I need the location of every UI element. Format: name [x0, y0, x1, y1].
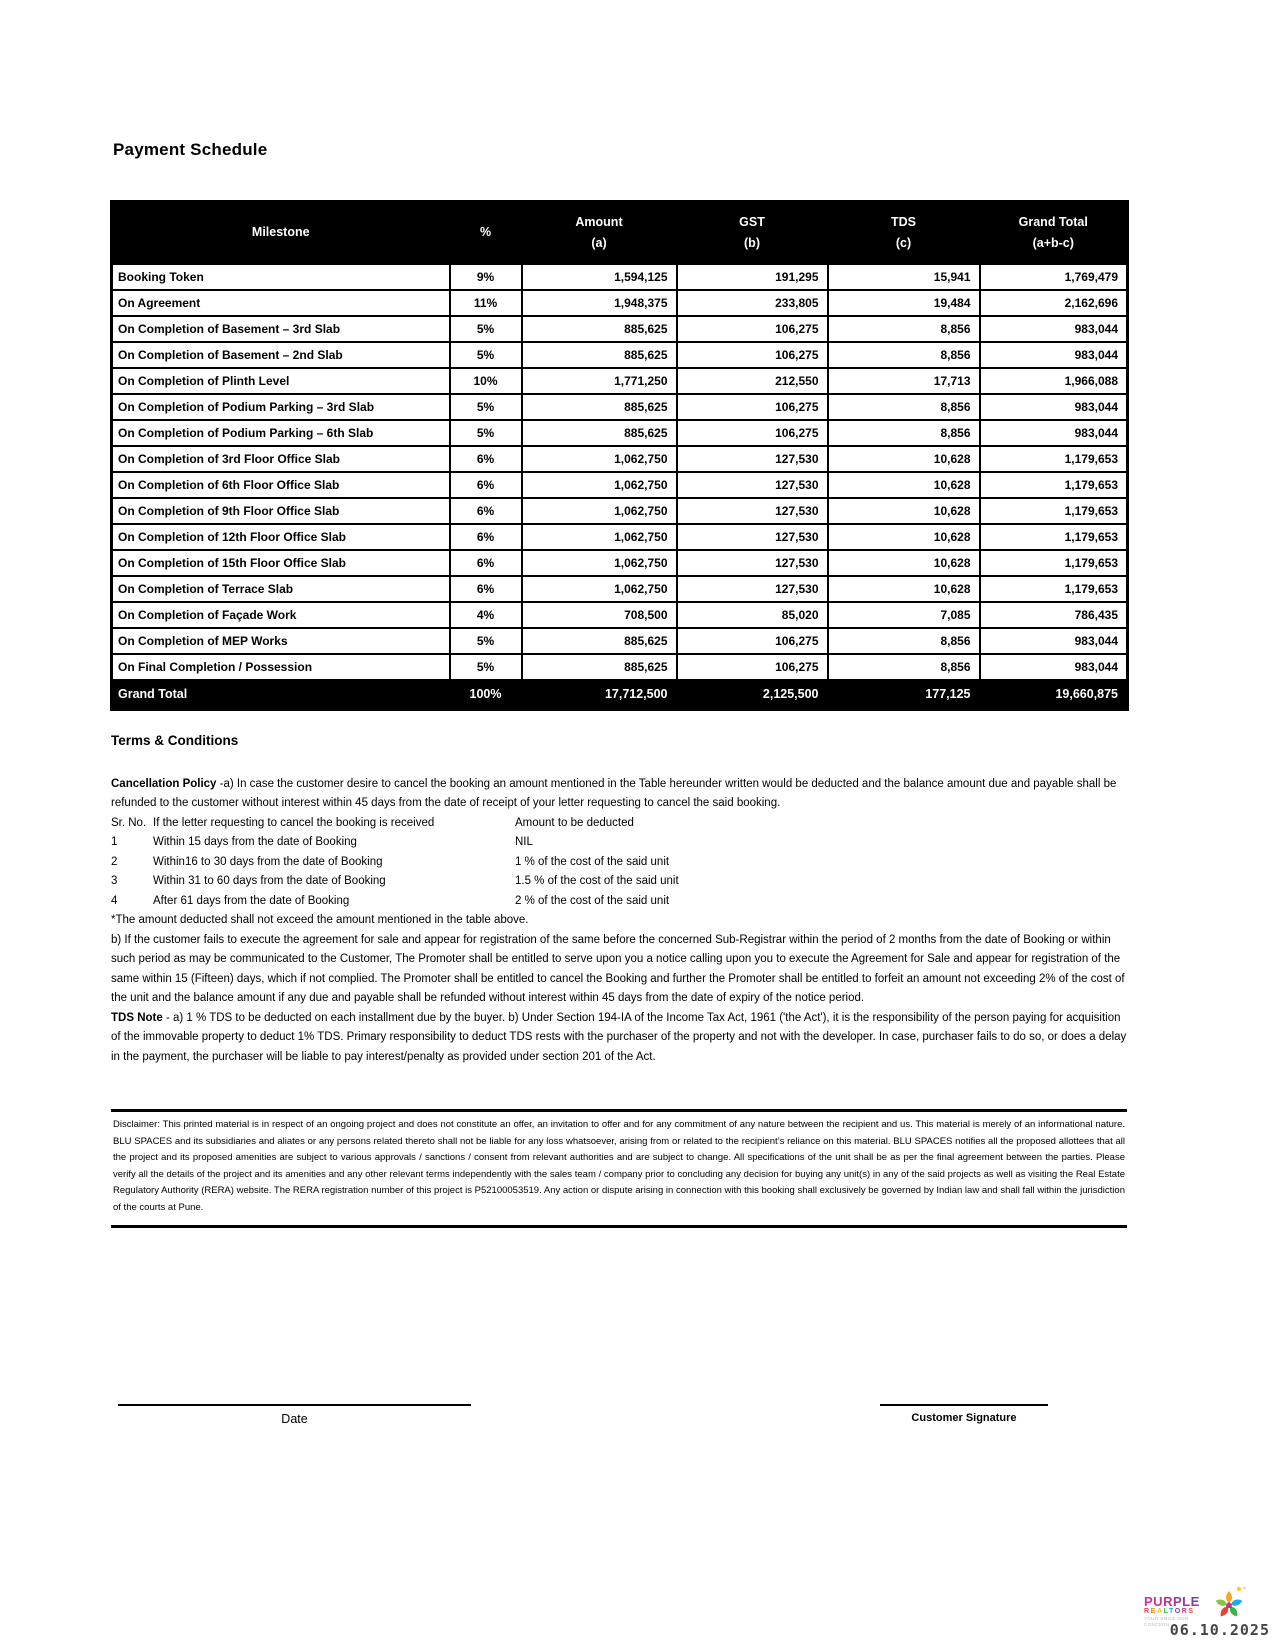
milestone-cell: On Completion of Basement – 3rd Slab — [112, 316, 450, 342]
footer-milestone-cell: Grand Total — [112, 680, 450, 710]
payment-schedule-table — [110, 200, 1129, 711]
grand-total-cell: 1,769,479 — [980, 264, 1128, 290]
cancel-condition: Within 15 days from the date of Booking — [153, 836, 357, 848]
footer-grand-total-cell: 19,660,875 — [980, 680, 1128, 710]
date-signature-area — [118, 1404, 471, 1426]
percent-cell: 5% — [450, 420, 522, 446]
footer-tds-cell: 177,125 — [828, 680, 980, 710]
amount-cell: 1,062,750 — [522, 472, 677, 498]
grand-total-row — [112, 680, 1128, 710]
disclaimer-text: This printed material is in respect of an ongoing project and does not constitute an offer, an invitation to offer and for any commitment of any nature between the recipient and us. This material is merely of an informational nature. BLU SPACES and its subsidiaries and aliates or any persons related thereto shall not be liable for any loss whatsoever, arising from or related to the recipient’s reliance on this material. BLU SPACES notifies all the proposed allottees that all the project and its proposed amenities are subject to various approvals / sanctions / consent from relevant authorities and are subject to change. All specifications of the unit shall be as per the final agreement between the parties. Please verify all the details of the project and its amenities and any other relevant terms independently with the sales team / company prior to concluding any decision for buying any unit(s) in any of the said projects as well as visiting the Real Estate Regulatory Authority (RERA) website. The RERA registration number of this project is P52100053519. Any action or dispute arising in connection with this booking shall exclusively be governed by Indian law and shall fall within the jurisdiction of the courts at Pune. — [113, 1119, 1125, 1213]
amount-cell: 1,062,750 — [522, 498, 677, 524]
cancel-sr-no: 1 — [111, 836, 118, 848]
tds-cell: 8,856 — [828, 628, 980, 654]
milestone-cell: On Completion of Podium Parking – 6th Slab — [112, 420, 450, 446]
cancellation-footnote: *The amount deducted shall not exceed the amount mentioned in the table above. — [111, 914, 529, 926]
logo-letter: R — [1144, 1608, 1151, 1615]
table-row — [112, 420, 1128, 446]
table-row — [112, 524, 1128, 550]
header-tds-label: TDS — [891, 214, 916, 229]
grand-total-cell: 983,044 — [980, 342, 1128, 368]
grand-total-cell: 983,044 — [980, 316, 1128, 342]
tds-note-text: - a) 1 % TDS to be deducted on each installment due by the buyer. b) Under Section 194-IA of the Income Tax Act, 1961 ('the Act'), it is the responsibility of the person paying for acquisition of the immovable property to deduct 1% TDS. Primary responsibility to deduct TDS rests with the purchaser of the property and not with the developer. In case, purchaser fails to do so, or does a delay in the payment, the purchaser will be liable to pay interest/penalty as provided under section 201 of the Act. — [111, 1011, 1127, 1063]
amount-cell: 1,948,375 — [522, 290, 677, 316]
table-row — [112, 394, 1128, 420]
cancel-deduction: Amount to be deducted — [515, 816, 634, 829]
amount-cell: 885,625 — [522, 394, 677, 420]
table-row — [112, 290, 1128, 316]
tds-cell: 10,628 — [828, 524, 980, 550]
terms-section — [111, 731, 1127, 1228]
gst-cell: 106,275 — [677, 394, 828, 420]
percent-cell: 11% — [450, 290, 522, 316]
customer-signature-label: Customer Signature — [911, 1412, 1017, 1424]
logo-letter: A — [1156, 1608, 1164, 1615]
table-row — [112, 550, 1128, 576]
tds-note-label: TDS Note — [111, 1011, 163, 1024]
amount-cell: 885,625 — [522, 316, 677, 342]
percent-cell: 4% — [450, 602, 522, 628]
logo-letter: L — [1163, 1608, 1169, 1615]
header-tds-sub: (c) — [895, 235, 912, 250]
header-amount-label: Amount — [575, 214, 623, 229]
cancel-condition: Within 31 to 60 days from the date of Booking — [153, 875, 386, 887]
tds-cell: 10,628 — [828, 576, 980, 602]
header-percent — [450, 202, 522, 264]
logo-line2 — [1144, 1608, 1195, 1616]
grand-total-cell: 983,044 — [980, 394, 1128, 420]
milestone-cell: On Final Completion / Possession — [112, 654, 450, 680]
cancel-sr-no: 4 — [111, 894, 118, 907]
header-milestone — [112, 202, 450, 264]
amount-cell: 1,062,750 — [522, 446, 677, 472]
signature-row — [0, 1404, 1275, 1464]
milestone-cell: On Completion of 15th Floor Office Slab — [112, 550, 450, 576]
cancellation-schedule — [111, 814, 1127, 912]
gst-cell: 127,530 — [677, 446, 828, 472]
cancel-deduction: 2 % of the cost of the said unit — [515, 894, 670, 907]
milestone-cell: Booking Token — [112, 264, 450, 290]
milestone-cell: On Completion of 3rd Floor Office Slab — [112, 446, 450, 472]
percent-cell: 10% — [450, 368, 522, 394]
logo-letter: P — [1144, 1594, 1154, 1609]
table-header — [112, 202, 1128, 264]
gst-cell: 191,295 — [677, 264, 828, 290]
milestone-cell: On Completion of Plinth Level — [112, 368, 450, 394]
percent-cell: 5% — [450, 342, 522, 368]
table-row — [112, 264, 1128, 290]
grand-total-cell: 1,179,653 — [980, 550, 1128, 576]
logo-letter: O — [1174, 1608, 1182, 1615]
gst-cell: 233,805 — [677, 290, 828, 316]
cancel-sr-no: 3 — [111, 875, 118, 887]
logo-letter: S — [1188, 1608, 1195, 1615]
header-tds — [828, 202, 980, 264]
milestone-cell: On Completion of MEP Works — [112, 628, 450, 654]
header-grand-total-label: Grand Total — [1018, 214, 1088, 229]
date-signature-line[interactable] — [118, 1404, 471, 1406]
table-row — [112, 472, 1128, 498]
gst-cell: 106,275 — [677, 420, 828, 446]
logo-tagline: YOUR SMILE OUR CONCERN — [1144, 1616, 1189, 1627]
gst-cell: 212,550 — [677, 368, 828, 394]
milestone-cell: On Completion of 12th Floor Office Slab — [112, 524, 450, 550]
table-row — [112, 498, 1128, 524]
table-row — [112, 602, 1128, 628]
grand-total-cell: 2,162,696 — [980, 290, 1128, 316]
cancel-condition: Within16 to 30 days from the date of Booking — [153, 855, 383, 868]
header-grand-total — [980, 202, 1128, 264]
cancellation-policy-label: Cancellation Policy — [111, 777, 217, 790]
amount-cell: 885,625 — [522, 628, 677, 654]
cancel-deduction: 1 % of the cost of the said unit — [515, 855, 670, 868]
disclaimer-block — [111, 1109, 1127, 1228]
grand-total-cell: 1,179,653 — [980, 576, 1128, 602]
logo-letter: P — [1172, 1594, 1183, 1609]
cancellation-policy-paragraph — [111, 775, 1127, 814]
amount-cell: 708,500 — [522, 602, 677, 628]
percent-cell: 6% — [450, 446, 522, 472]
header-amount — [522, 202, 677, 264]
tds-cell: 8,856 — [828, 394, 980, 420]
gst-cell: 106,275 — [677, 342, 828, 368]
svg-text:™: ™ — [1242, 1586, 1246, 1591]
percent-cell: 5% — [450, 654, 522, 680]
customer-signature-line[interactable] — [880, 1404, 1048, 1406]
logo-letter: R — [1163, 1594, 1173, 1609]
disclaimer-label: Disclaimer: — [113, 1119, 160, 1130]
percent-cell: 6% — [450, 498, 522, 524]
amount-cell: 1,062,750 — [522, 524, 677, 550]
date-label: Date — [281, 1412, 308, 1426]
table-row — [112, 628, 1128, 654]
table-row — [112, 576, 1128, 602]
milestone-cell: On Completion of Podium Parking – 3rd Slab — [112, 394, 450, 420]
percent-cell: 6% — [450, 524, 522, 550]
customer-signature-area — [880, 1404, 1048, 1424]
logo-letter: U — [1153, 1594, 1164, 1609]
tds-cell: 8,856 — [828, 342, 980, 368]
logo-letter: E — [1190, 1594, 1200, 1609]
logo-line1 — [1144, 1596, 1200, 1608]
amount-cell: 885,625 — [522, 654, 677, 680]
table-row — [112, 368, 1128, 394]
milestone-cell: On Completion of 6th Floor Office Slab — [112, 472, 450, 498]
gst-cell: 127,530 — [677, 472, 828, 498]
percent-cell: 6% — [450, 576, 522, 602]
logo-letter: T — [1168, 1608, 1175, 1615]
tds-cell: 10,628 — [828, 446, 980, 472]
table-row — [112, 446, 1128, 472]
percent-cell: 5% — [450, 628, 522, 654]
table-row — [112, 342, 1128, 368]
grand-total-cell: 1,179,653 — [980, 498, 1128, 524]
cancel-deduction: 1.5 % of the cost of the said unit — [515, 875, 679, 887]
amount-cell: 885,625 — [522, 420, 677, 446]
gst-cell: 106,275 — [677, 628, 828, 654]
cancellation-clause-b: b) If the customer fails to execute the agreement for sale and appear for registration of the same before the concerned Sub-Registrar within the period of 2 months from the date of Booking or within such period as may be communicated to the Customer, The Promoter shall be entitled to serve upon you a notice calling upon you to execute the Agreement for Sale and appear for registration of the same within 15 (Fifteen) days, which if not complied. The Promoter shall be entitled to cancel the Booking and further the Promoter shall be entitled to forfeit an amount not exceeding 2% of the cost of the unit and the balance amount if any due and payable shall be refunded without interest within 45 days from the date of expiry of the notice period. — [111, 933, 1125, 1004]
tds-cell: 19,484 — [828, 290, 980, 316]
cancel-condition: After 61 days from the date of Booking — [153, 894, 350, 907]
amount-cell: 1,062,750 — [522, 550, 677, 576]
cancel-sr-no: 2 — [111, 855, 118, 868]
amount-cell: 885,625 — [522, 342, 677, 368]
grand-total-cell: 786,435 — [980, 602, 1128, 628]
tds-cell: 10,628 — [828, 472, 980, 498]
amount-cell: 1,771,250 — [522, 368, 677, 394]
tds-cell: 15,941 — [828, 264, 980, 290]
grand-total-cell: 983,044 — [980, 420, 1128, 446]
date-stamp: 06.10.2025 — [1169, 1621, 1270, 1639]
header-milestone-label: Milestone — [251, 225, 310, 240]
footer-percent-cell: 100% — [450, 680, 522, 710]
percent-cell: 6% — [450, 550, 522, 576]
table-footer — [112, 680, 1128, 710]
grand-total-cell: 1,179,653 — [980, 472, 1128, 498]
gst-cell: 85,020 — [677, 602, 828, 628]
cancel-deduction: NIL — [515, 836, 533, 848]
table-body — [112, 264, 1128, 680]
tds-cell: 10,628 — [828, 498, 980, 524]
table-header-row — [112, 202, 1128, 264]
tds-cell: 17,713 — [828, 368, 980, 394]
table-row — [112, 654, 1128, 680]
tds-note-paragraph — [111, 1009, 1127, 1068]
header-grand-total-sub: (a+b-c) — [1032, 235, 1074, 250]
table-row — [112, 316, 1128, 342]
tds-cell: 8,856 — [828, 654, 980, 680]
gst-cell: 106,275 — [677, 316, 828, 342]
cancellation-policy-text: -a) In case the customer desire to cancel the booking an amount mentioned in the Table hereunder written would be deducted and the balance amount due and payable shall be refunded to the customer without interest within 45 days from the date of receipt of your letter requesting to cancel the said booking. — [111, 777, 1117, 809]
footer-gst-cell: 2,125,500 — [677, 680, 828, 710]
logo-letter: R — [1181, 1608, 1189, 1615]
percent-cell: 5% — [450, 316, 522, 342]
tds-cell: 10,628 — [828, 550, 980, 576]
gst-cell: 127,530 — [677, 524, 828, 550]
gst-cell: 106,275 — [677, 654, 828, 680]
tds-cell: 8,856 — [828, 316, 980, 342]
header-gst — [677, 202, 828, 264]
milestone-cell: On Agreement — [112, 290, 450, 316]
tds-cell: 7,085 — [828, 602, 980, 628]
gst-cell: 127,530 — [677, 550, 828, 576]
logo-letter: L — [1182, 1594, 1191, 1609]
amount-cell: 1,594,125 — [522, 264, 677, 290]
terms-heading: Terms & Conditions — [111, 733, 239, 748]
cancel-sr-no: Sr. No. — [111, 816, 147, 829]
header-percent-label: % — [479, 225, 492, 240]
footer-amount-cell: 17,712,500 — [522, 680, 677, 710]
percent-cell: 5% — [450, 394, 522, 420]
milestone-cell: On Completion of 9th Floor Office Slab — [112, 498, 450, 524]
logo-letter: E — [1150, 1608, 1157, 1615]
amount-cell: 1,062,750 — [522, 576, 677, 602]
page-title: Payment Schedule — [113, 140, 268, 159]
grand-total-cell: 1,179,653 — [980, 446, 1128, 472]
header-amount-sub: (a) — [591, 235, 607, 250]
milestone-cell: On Completion of Façade Work — [112, 602, 450, 628]
tds-cell: 8,856 — [828, 420, 980, 446]
percent-cell: 6% — [450, 472, 522, 498]
header-gst-sub: (b) — [744, 235, 760, 250]
cancel-condition: If the letter requesting to cancel the booking is received — [153, 816, 435, 829]
grand-total-cell: 1,179,653 — [980, 524, 1128, 550]
gst-cell: 127,530 — [677, 576, 828, 602]
grand-total-cell: 983,044 — [980, 628, 1128, 654]
percent-cell: 9% — [450, 264, 522, 290]
header-gst-label: GST — [739, 214, 765, 229]
gst-cell: 127,530 — [677, 498, 828, 524]
grand-total-cell: 1,966,088 — [980, 368, 1128, 394]
milestone-cell: On Completion of Terrace Slab — [112, 576, 450, 602]
grand-total-cell: 983,044 — [980, 654, 1128, 680]
milestone-cell: On Completion of Basement – 2nd Slab — [112, 342, 450, 368]
